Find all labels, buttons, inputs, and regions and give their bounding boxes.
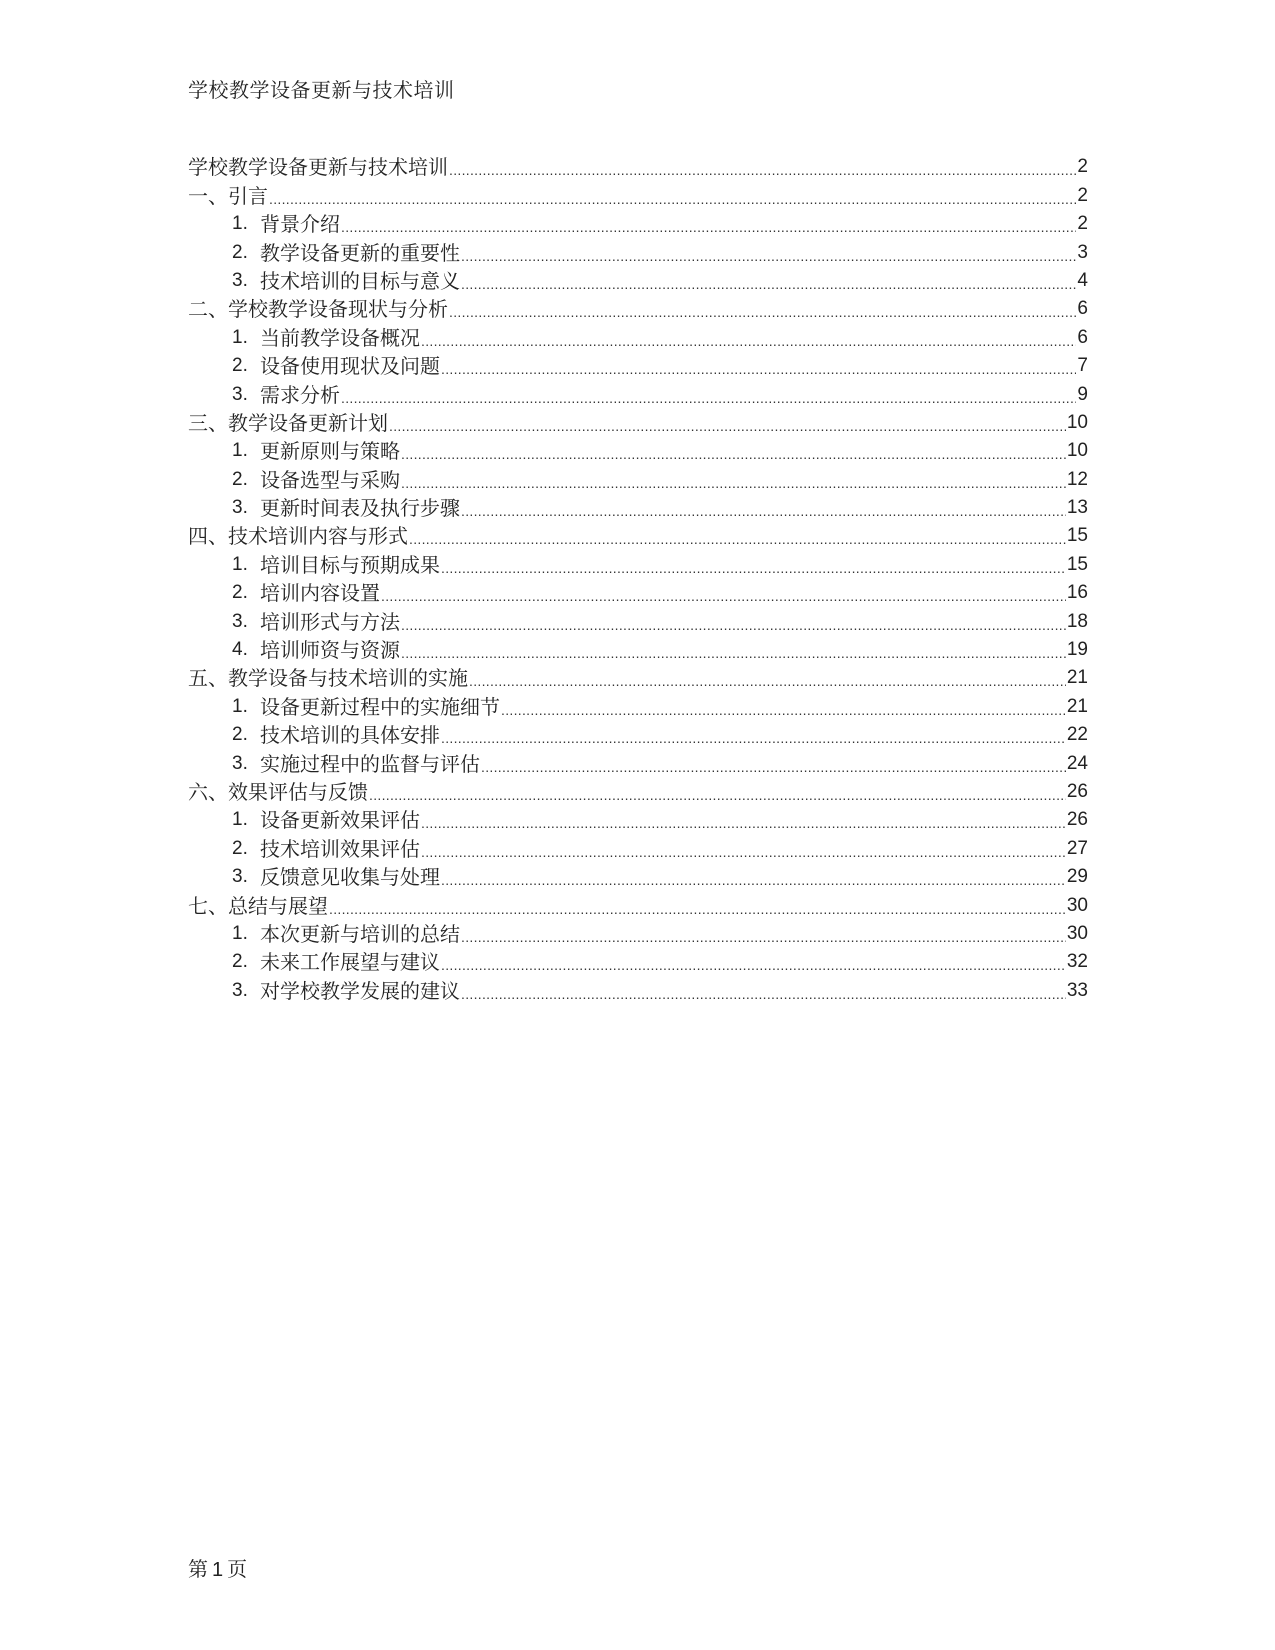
toc-entry[interactable] <box>188 663 1088 691</box>
toc-entry-page: 9 <box>1077 383 1088 405</box>
toc-dot-leader <box>461 246 1076 266</box>
toc-entry-number: 2. <box>232 241 248 263</box>
toc-entry-number: 2. <box>232 355 248 377</box>
toc-entry-number: 1. <box>232 213 248 235</box>
toc-entry-title: 设备更新过程中的实施细节 <box>260 694 500 719</box>
toc-dot-leader <box>461 984 1066 1004</box>
toc-dot-leader <box>441 870 1066 890</box>
toc-entry-page: 33 <box>1066 979 1088 1001</box>
toc-entry[interactable] <box>188 266 1088 294</box>
toc-entry-page: 12 <box>1066 468 1088 490</box>
toc-entry-title: 七、总结与展望 <box>188 893 328 918</box>
toc-entry[interactable] <box>188 606 1088 634</box>
toc-entry-title: 当前教学设备概况 <box>260 325 420 350</box>
toc-dot-leader <box>401 615 1066 635</box>
toc-entry-title: 设备更新效果评估 <box>260 808 420 833</box>
toc-entry-page: 3 <box>1077 241 1088 263</box>
toc-entry[interactable] <box>188 408 1088 436</box>
toc-entry-page: 15 <box>1066 553 1088 575</box>
toc-entry-number: 3. <box>232 383 248 405</box>
toc-entry-page: 18 <box>1066 610 1088 632</box>
toc-entry-title: 更新时间表及执行步骤 <box>260 496 460 521</box>
toc-entry-title: 设备使用现状及问题 <box>260 354 440 379</box>
toc-entry-page: 30 <box>1066 894 1088 916</box>
toc-entry-number: 1. <box>232 440 248 462</box>
toc-dot-leader <box>389 416 1066 436</box>
toc-entry-title: 未来工作展望与建议 <box>260 950 440 975</box>
footer-suffix: 页 <box>227 1557 248 1581</box>
toc-entry-title: 培训师资与资源 <box>260 638 400 663</box>
toc-dot-leader <box>449 302 1076 322</box>
toc-entry[interactable] <box>188 294 1088 322</box>
toc-entry-page: 16 <box>1066 582 1088 604</box>
toc-dot-leader <box>461 927 1066 947</box>
toc-entry[interactable] <box>188 833 1088 861</box>
toc-entry-title: 技术培训效果评估 <box>260 836 420 861</box>
toc-entry-number: 3. <box>232 610 248 632</box>
toc-entry[interactable] <box>188 549 1088 577</box>
toc-entry-number: 3. <box>232 979 248 1001</box>
toc-entry-number: 2. <box>232 837 248 859</box>
toc-entry[interactable] <box>188 890 1088 918</box>
table-of-contents <box>188 152 1088 1004</box>
page-footer <box>188 1555 247 1584</box>
toc-entry-title: 反馈意见收集与处理 <box>260 865 440 890</box>
toc-dot-leader <box>401 643 1066 663</box>
toc-entry-title: 需求分析 <box>260 382 340 407</box>
toc-entry-page: 24 <box>1066 752 1088 774</box>
toc-dot-leader <box>369 785 1066 805</box>
toc-entry[interactable] <box>188 351 1088 379</box>
toc-entry-title: 背景介绍 <box>260 212 340 237</box>
toc-entry-page: 21 <box>1066 667 1088 689</box>
toc-entry-number: 3. <box>232 497 248 519</box>
toc-dot-leader <box>441 558 1066 578</box>
toc-entry-title: 三、教学设备更新计划 <box>188 410 388 435</box>
toc-entry-title: 一、引言 <box>188 183 268 208</box>
toc-entry[interactable] <box>188 493 1088 521</box>
toc-dot-leader <box>441 728 1066 748</box>
toc-entry[interactable] <box>188 322 1088 350</box>
footer-prefix: 第 <box>188 1557 208 1581</box>
toc-dot-leader <box>421 813 1066 833</box>
toc-entry-number: 3. <box>232 752 248 774</box>
toc-entry-title: 本次更新与培训的总结 <box>260 921 460 946</box>
toc-entry-page: 10 <box>1066 440 1088 462</box>
toc-dot-leader <box>461 501 1066 521</box>
toc-entry-page: 27 <box>1066 837 1088 859</box>
toc-entry-title: 六、效果评估与反馈 <box>188 779 368 804</box>
toc-entry-number: 3. <box>232 866 248 888</box>
toc-entry-page: 32 <box>1066 951 1088 973</box>
toc-entry[interactable] <box>188 805 1088 833</box>
toc-entry-page: 10 <box>1066 411 1088 433</box>
toc-entry-title: 设备选型与采购 <box>260 467 400 492</box>
toc-entry[interactable] <box>188 436 1088 464</box>
toc-entry-page: 2 <box>1077 184 1088 206</box>
toc-dot-leader <box>401 444 1066 464</box>
toc-entry-title: 培训内容设置 <box>260 581 380 606</box>
toc-dot-leader <box>461 274 1076 294</box>
toc-entry[interactable] <box>188 237 1088 265</box>
toc-entry-page: 29 <box>1066 866 1088 888</box>
toc-entry-title: 培训形式与方法 <box>260 609 400 634</box>
toc-entry-title: 二、学校教学设备现状与分析 <box>188 297 448 322</box>
toc-entry-title: 更新原则与策略 <box>260 439 400 464</box>
footer-page-number: 1 <box>212 1559 224 1581</box>
toc-entry-number: 1. <box>232 553 248 575</box>
toc-dot-leader <box>341 217 1076 237</box>
toc-entry-number: 1. <box>232 326 248 348</box>
toc-entry-number: 1. <box>232 695 248 717</box>
toc-entry-number: 2. <box>232 582 248 604</box>
toc-entry-title: 实施过程中的监督与评估 <box>260 751 480 776</box>
toc-entry-page: 2 <box>1077 213 1088 235</box>
toc-entry-page: 19 <box>1066 639 1088 661</box>
toc-entry-number: 2. <box>232 468 248 490</box>
toc-entry-number: 2. <box>232 951 248 973</box>
toc-dot-leader <box>409 529 1066 549</box>
toc-entry[interactable] <box>188 152 1088 180</box>
toc-entry-title: 对学校教学发展的建议 <box>260 978 460 1003</box>
toc-entry-page: 13 <box>1066 497 1088 519</box>
toc-entry-page: 22 <box>1066 724 1088 746</box>
toc-entry[interactable] <box>188 691 1088 719</box>
toc-entry[interactable] <box>188 635 1088 663</box>
toc-dot-leader <box>381 586 1066 606</box>
toc-dot-leader <box>329 899 1066 919</box>
page-header-title: 学校教学设备更新与技术培训 <box>188 78 455 102</box>
toc-entry[interactable] <box>188 209 1088 237</box>
toc-entry-page: 6 <box>1077 298 1088 320</box>
toc-entry-number: 2. <box>232 724 248 746</box>
toc-entry-title: 技术培训的具体安排 <box>260 723 440 748</box>
toc-entry-title: 五、教学设备与技术培训的实施 <box>188 666 468 691</box>
toc-entry-page: 7 <box>1077 355 1088 377</box>
toc-entry-page: 2 <box>1077 156 1088 178</box>
toc-entry-page: 15 <box>1066 525 1088 547</box>
toc-dot-leader <box>341 388 1076 408</box>
toc-dot-leader <box>421 842 1066 862</box>
toc-entry-title: 学校教学设备更新与技术培训 <box>188 155 448 180</box>
toc-entry[interactable] <box>188 862 1088 890</box>
toc-entry-title: 技术培训的目标与意义 <box>260 268 460 293</box>
toc-dot-leader <box>501 700 1066 720</box>
toc-entry-title: 教学设备更新的重要性 <box>260 240 460 265</box>
toc-dot-leader <box>449 160 1076 180</box>
toc-entry[interactable] <box>188 720 1088 748</box>
toc-entry-page: 6 <box>1077 326 1088 348</box>
toc-entry-number: 3. <box>232 269 248 291</box>
toc-entry[interactable] <box>188 777 1088 805</box>
toc-entry[interactable] <box>188 379 1088 407</box>
toc-entry-page: 21 <box>1066 695 1088 717</box>
toc-dot-leader <box>441 955 1066 975</box>
toc-entry[interactable] <box>188 748 1088 776</box>
toc-dot-leader <box>401 473 1066 493</box>
toc-entry[interactable] <box>188 464 1088 492</box>
toc-entry-number: 1. <box>232 809 248 831</box>
toc-entry[interactable] <box>188 919 1088 947</box>
toc-entry-number: 1. <box>232 922 248 944</box>
toc-dot-leader <box>421 331 1076 351</box>
toc-entry[interactable] <box>188 521 1088 549</box>
toc-dot-leader <box>269 189 1076 209</box>
toc-entry-page: 26 <box>1066 809 1088 831</box>
toc-entry-page: 26 <box>1066 780 1088 802</box>
toc-entry[interactable] <box>188 947 1088 975</box>
toc-entry[interactable] <box>188 180 1088 208</box>
toc-dot-leader <box>441 359 1076 379</box>
toc-entry-title: 培训目标与预期成果 <box>260 552 440 577</box>
toc-entry-title: 四、技术培训内容与形式 <box>188 524 408 549</box>
toc-dot-leader <box>481 757 1066 777</box>
toc-entry[interactable] <box>188 975 1088 1003</box>
toc-entry[interactable] <box>188 578 1088 606</box>
toc-dot-leader <box>469 671 1066 691</box>
toc-entry-number: 4. <box>232 639 248 661</box>
toc-entry-page: 30 <box>1066 922 1088 944</box>
toc-entry-page: 4 <box>1077 269 1088 291</box>
